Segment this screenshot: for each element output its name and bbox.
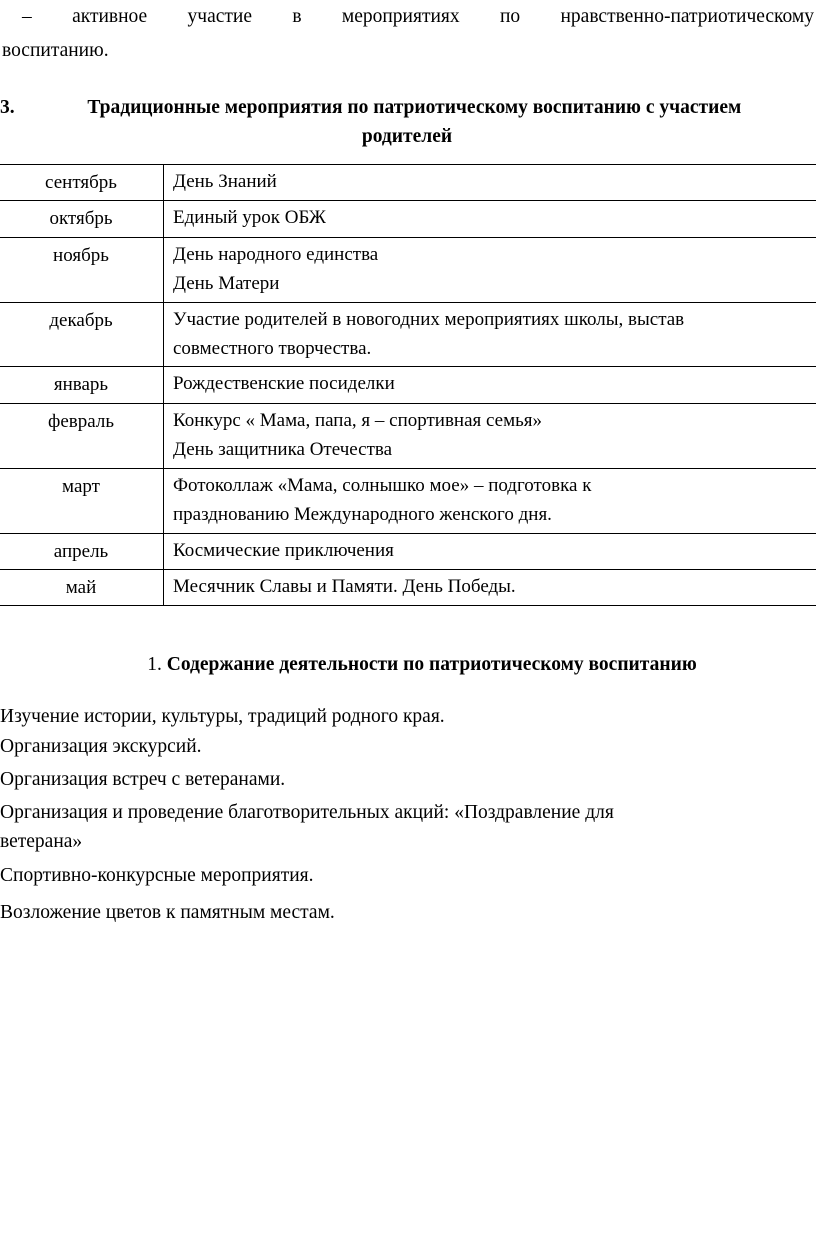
table-row	[0, 570, 816, 606]
table-cell-line: Участие родителей в новогодних мероприятиях школы, выстав	[173, 308, 685, 330]
table-cell-line: Конкурс « Мама, папа, я – спортивная семья»	[173, 409, 543, 431]
table-row	[0, 201, 816, 237]
table-cell-line: празднованию Международного женского дня.	[173, 504, 552, 526]
list-item: ветерана»	[0, 831, 83, 853]
table-cell-month: ноябрь	[0, 237, 164, 302]
table-cell-line: День защитника Отечества	[173, 439, 393, 461]
table-row	[0, 302, 816, 367]
list-item: Возложение цветов к памятным местам.	[0, 901, 335, 923]
section-heading-number: 3.	[0, 97, 15, 119]
table-cell-month: декабрь	[0, 302, 164, 367]
table-cell-month: сентябрь	[0, 164, 164, 200]
table-cell-month: февраль	[0, 403, 164, 468]
table-cell-line: День народного единства	[173, 243, 379, 265]
list-item: Спортивно-конкурсные мероприятия.	[0, 864, 314, 886]
table-row	[0, 367, 816, 403]
table-cell-line: Космические приключения	[173, 539, 394, 561]
list-item: Организация экскурсий.	[0, 735, 202, 757]
table-cell-line: Единый урок ОБЖ	[173, 207, 326, 229]
table-cell-month: апрель	[0, 533, 164, 569]
table-cell-description	[164, 468, 816, 533]
list-item: Организация встреч с ветеранами.	[0, 768, 286, 790]
table-cell-month: май	[0, 570, 164, 606]
list-item: Изучение истории, культуры, традиций родного края.	[0, 706, 445, 728]
table-row	[0, 164, 816, 200]
intro-line-2: воспитанию.	[2, 40, 109, 62]
table-cell-line: Месячник Славы и Памяти. День Победы.	[173, 576, 516, 598]
table-cell-line: Рождественские посиделки	[173, 373, 395, 395]
table-cell-line: совместного творчества.	[173, 337, 372, 359]
list-heading	[0, 654, 814, 676]
table-cell-line: День Знаний	[173, 170, 277, 192]
table-cell-description	[164, 302, 816, 367]
list-item: Организация и проведение благотворительных акций: «Поздравление для	[0, 802, 614, 824]
table-cell-month: март	[0, 468, 164, 533]
table-cell-month: октябрь	[0, 201, 164, 237]
list-heading-text: Содержание деятельности по патриотическому воспитанию	[166, 654, 697, 676]
table-cell-line: Фотоколлаж «Мама, солнышко мое» – подготовка к	[173, 474, 592, 496]
table-cell-month: январь	[0, 367, 164, 403]
intro-line-1: – активное участие в мероприятиях по нравственно-патриотическому	[22, 6, 814, 27]
table-row	[0, 468, 816, 533]
events-table	[0, 164, 816, 607]
table-row	[0, 533, 816, 569]
section-heading-text-2: родителей	[361, 125, 453, 147]
table-row	[0, 403, 816, 468]
table-cell-description	[164, 164, 816, 200]
table-cell-description	[164, 533, 816, 569]
section-heading	[0, 94, 814, 151]
intro-paragraph	[0, 0, 814, 68]
table-cell-description	[164, 367, 816, 403]
table-cell-line: День Матери	[173, 273, 280, 295]
body-list	[0, 702, 814, 930]
table-cell-description	[164, 237, 816, 302]
section-heading-text: Традиционные мероприятия по патриотическому воспитанию с участием	[87, 97, 742, 119]
table-cell-description	[164, 570, 816, 606]
table-cell-description	[164, 403, 816, 468]
table-cell-description	[164, 201, 816, 237]
table-row	[0, 237, 816, 302]
list-heading-number: 1.	[147, 654, 162, 676]
